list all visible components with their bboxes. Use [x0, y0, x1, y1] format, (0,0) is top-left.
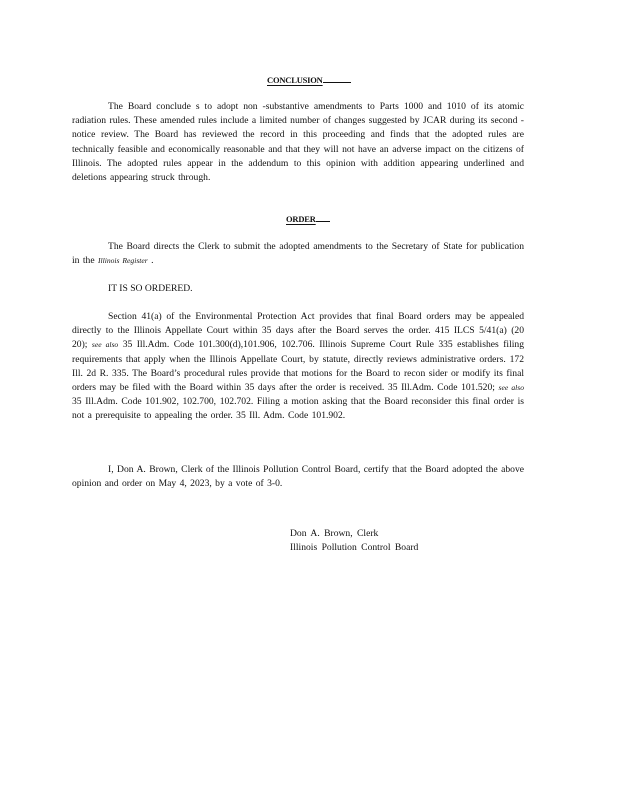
appeal-paragraph: [72, 310, 524, 424]
appeal-text-3: 35 Ill.Adm. Code 101.902, 102.700, 102.702. Filing a motion asking that the Board reconsider this final order is not a prerequisite to appealing the order. 35 Ill. Adm. Code 101.902.: [72, 396, 524, 422]
appeal-text-2: 35 Ill.Adm. Code 101.300(d),101.906, 102.706. Illinois Supreme Court Rule 335 establishes filing requirements that apply when the Illinois Appellate Court, by statute, directly reviews administrative orders. 172 Ill. 2d R. 335. The Board’s procedural rules provide that motions for the Board to recon sider or modify its final orders may be filed with the Board within 35 days after the order is received. 35 Ill.Adm. Code 101.520;: [72, 339, 524, 394]
illinois-register-citation: Illinois Register: [97, 256, 148, 266]
order-heading: [286, 213, 330, 224]
signature-name: Don A. Brown, Clerk: [290, 528, 379, 539]
order-text: The Board directs the Clerk to submit the adopted amendments to the Secretary of State for publication in the: [72, 241, 524, 267]
conclusion-heading: [267, 74, 351, 85]
see-also-1: see also: [91, 340, 119, 350]
order-paragraph: [72, 240, 524, 268]
signature-organization: Illinois Pollution Control Board: [290, 542, 419, 553]
order-text-end: .: [147, 255, 154, 267]
conclusion-heading-text: CONCLUSION: [267, 75, 323, 85]
so-ordered: IT IS SO ORDERED.: [108, 283, 193, 294]
conclusion-paragraph: The Board conclude s to adopt non -substantive amendments to Parts 1000 and 1010 of its atomic radiation rules. These amended rules include a limited number of changes suggested by JCAR during its second -notice review. The Board has reviewed the record in this proceeding and finds that the adopted rules are technically feasible and economically reasonable and that they will not have an adverse impact on the citizens of Illinois. The adopted rules appear in the addendum to this opinion with addition appearing underlined and deletions appearing struck through.: [72, 101, 524, 184]
order-heading-text: ORDER: [286, 214, 316, 224]
certification-paragraph: I, Don A. Brown, Clerk of the Illinois Pollution Control Board, certify that the Board adopted the above opinion and order on May 4, 2023, by a vote of 3-0.: [72, 464, 524, 490]
see-also-2: see also: [498, 383, 524, 393]
appeal-text-1: Section 41(a) of the Environmental Protection Act provides that final Board orders may be appealed directly to the Illinois Appellate Court within 35 days after the Board serves the order. 415 ILCS 5/41(a) (20 20);: [72, 311, 524, 351]
